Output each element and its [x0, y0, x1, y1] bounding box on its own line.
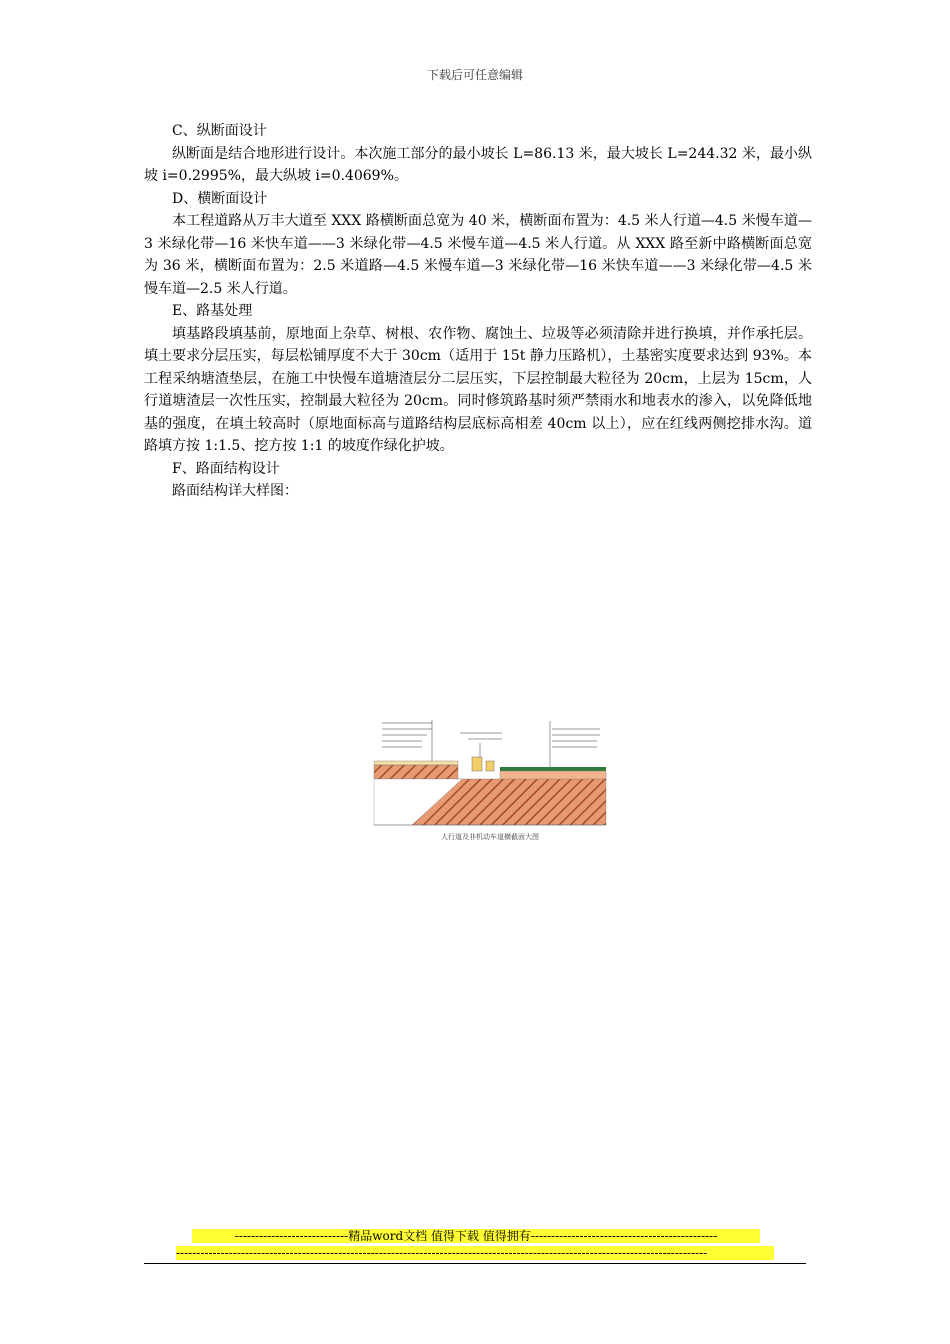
section-heading-e: E、路基处理: [172, 303, 253, 319]
road-cross-section-figure: [372, 717, 608, 842]
cross-section-drawing: [372, 717, 608, 829]
left-annotation-lines: [382, 720, 432, 763]
section-d-paragraph: 本工程道路从万丰大道至 XXX 路横断面总宽为 40 米，横断面布置为：4.5 米人行道—4.5 米慢车道—3 米绿化带—16 米快车道——3 米绿化带—4.5 米慢车道—4.5 米人行道。从 XXX 路至新中路横断面总宽为 36 米，横断面布置为：2.5 米道路—4.5 米慢车道—3 米绿化带—16 米快车道——3 米绿化带—4.5 米慢车道—2.5 米人行道。: [144, 213, 812, 297]
curb-stone-small: [486, 761, 494, 771]
section-f-paragraph: 路面结构详大样图：: [172, 483, 298, 499]
section-heading-f: F、路面结构设计: [172, 460, 280, 477]
section-c-paragraph: 纵断面是结合地形进行设计。本次施工部分的最小坡长 L=86.13 米，最大坡长 L=244.32 米，最小纵坡 i=0.2995%，最大纵坡 i=0.4069%。: [144, 145, 812, 184]
footer-rule: [144, 1263, 806, 1264]
footer-banner-line1: ----------------------------精品word文档 值得下载 值得拥有----------------------------------------------: [192, 1229, 760, 1243]
page-header: 下载后可任意编辑: [426, 68, 523, 82]
figure-caption: 人行道及非机动车道横截面大图: [441, 833, 539, 841]
footer-banner-line2: -----------------------------------------------------------------------------------------------------------------------------------: [176, 1246, 774, 1260]
curb-stone: [472, 757, 482, 771]
sidewalk-surface-layer: [374, 761, 458, 765]
document-body: [144, 120, 812, 503]
section-e-paragraph: 填基路段填基前，原地面上杂草、树根、农作物、腐蚀土、垃圾等必须清除并进行换填，并作承托层。填土要求分层压实，每层松铺厚度不大于 30cm（适用于 15t 静力压路机），土基密实度要求达到 93%。本工程采纳塘渣垫层，在施工中快慢车道塘渣层分二层压实，下层控制最大粒径为 20cm，上层为 15cm，人行道塘渣层一次性压实，控制最大粒径为 20cm。同时修筑路基时须严禁雨水和地表水的渗入，以免降低地基的强度，在填土较高时（原地面标高与道路结构层底标高相差 40cm 以上），应在红线两侧挖排水沟。道路填方按 1:1.5、挖方按 1:1 的坡度作绿化护坡。: [144, 325, 812, 454]
bike-lane-surface: [500, 767, 606, 771]
section-heading-d: D、横断面设计: [172, 190, 268, 207]
section-heading-c: C、纵断面设计: [172, 123, 267, 139]
sidewalk-base-layer: [374, 765, 458, 779]
